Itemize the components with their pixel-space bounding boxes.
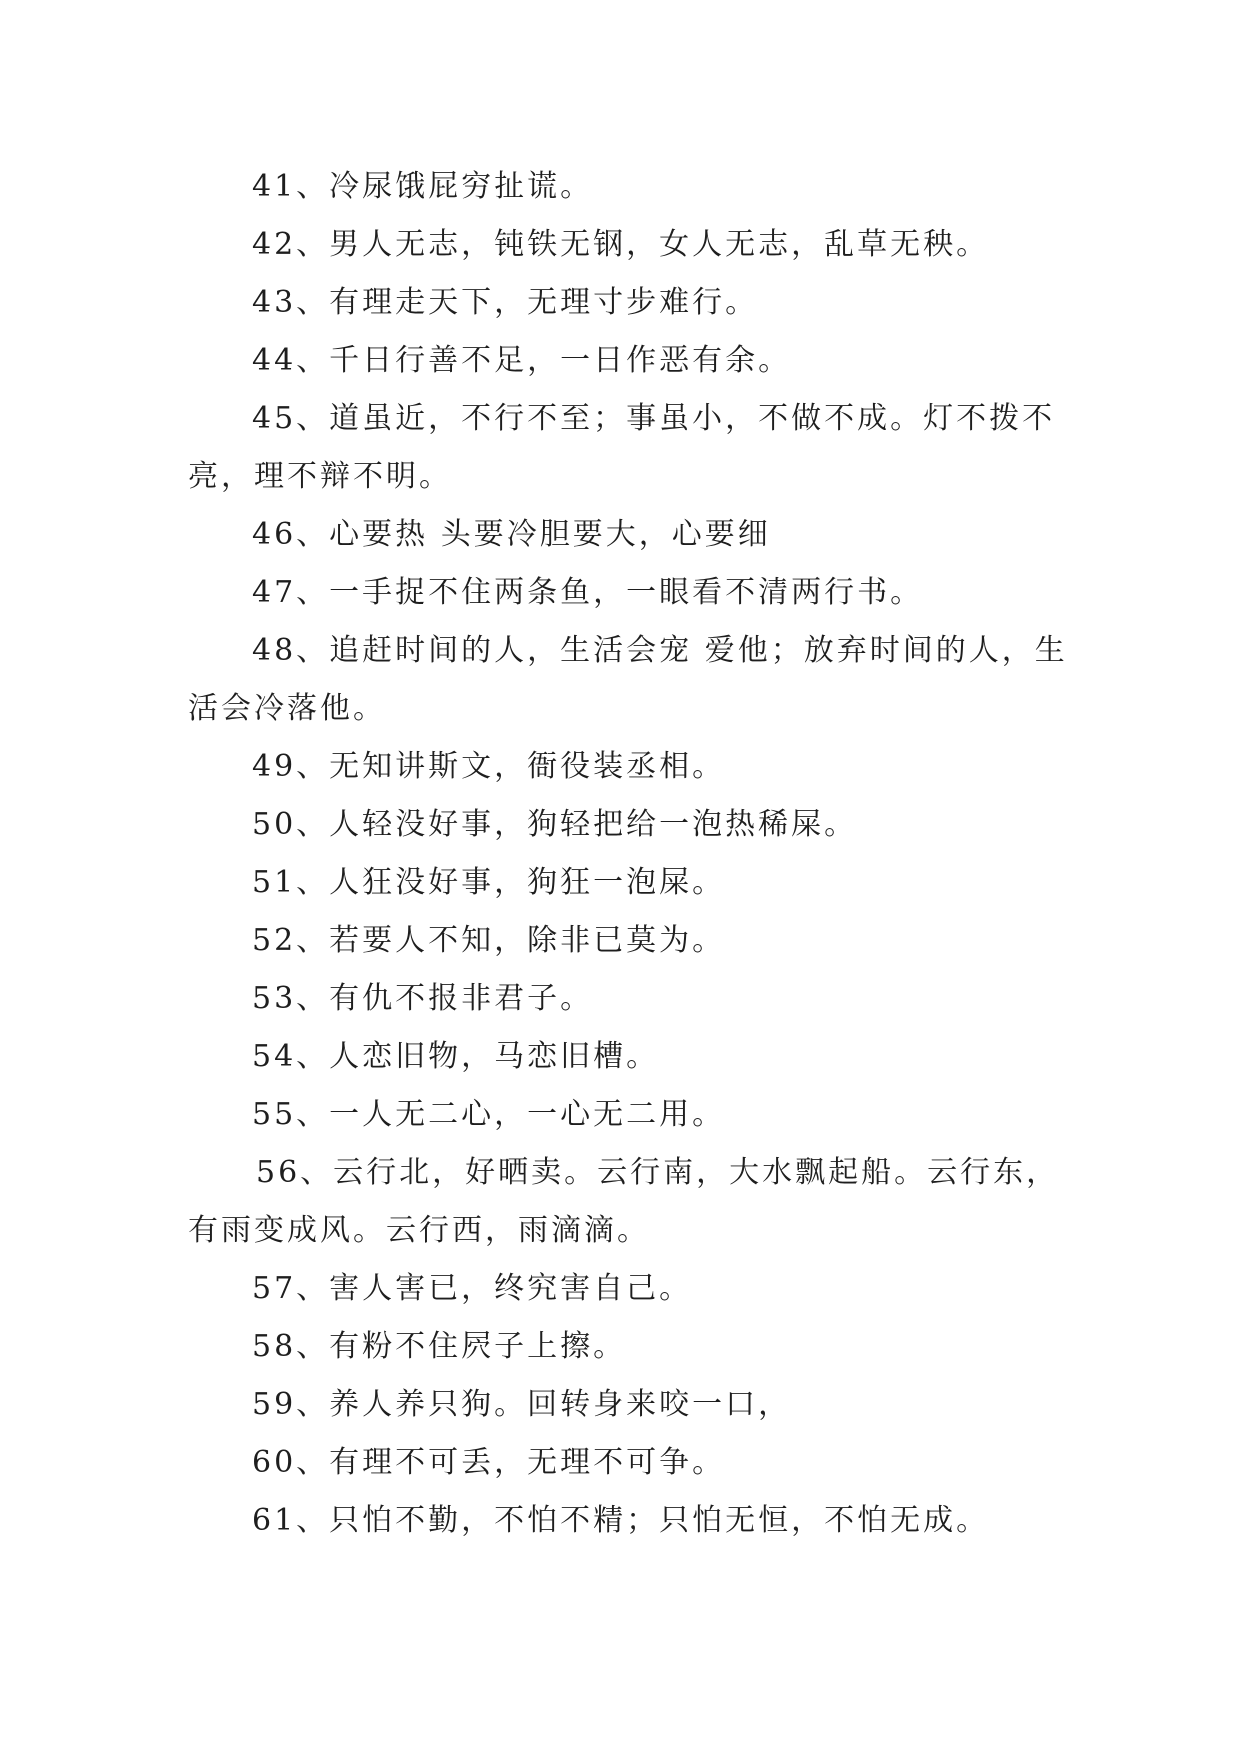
paragraph-42: 42、男人无志，钝铁无钢，女人无志，乱草无秧。 (252, 227, 990, 262)
paragraph-48: 48、追赶时间的人，生活会宠 爱他；放弃时间的人，生活会冷落他。 (188, 633, 1068, 726)
paragraph-49: 49、无知讲斯文，衙役装丞相。 (252, 749, 726, 784)
paragraph-59: 59、养人养只狗。回转身来咬一口， (252, 1387, 792, 1422)
paragraph-54: 54、人恋旧物，马恋旧槽。 (252, 1039, 660, 1074)
paragraph-60: 60、有理不可丢，无理不可争。 (252, 1445, 726, 1480)
paragraph-58: 58、有粉不住屄子上擦。 (252, 1329, 627, 1364)
paragraph-41: 41、冷尿饿屁穷扯谎。 (252, 169, 594, 204)
paragraph-50: 50、人轻没好事，狗轻把给一泡热稀屎。 (252, 807, 858, 842)
paragraph-56: 56、云行北，好晒卖。云行南，大水飘起船。云行东，有雨变成风。云行西，雨滴滴。 (188, 1155, 1060, 1248)
document-body (188, 158, 1088, 1550)
paragraph-53: 53、有仇不报非君子。 (252, 981, 594, 1016)
paragraph-55: 55、一人无二心，一心无二用。 (252, 1097, 726, 1132)
paragraph-47: 47、一手捉不住两条鱼，一眼看不清两行书。 (252, 575, 924, 610)
paragraph-43: 43、有理走天下，无理寸步难行。 (252, 285, 759, 320)
paragraph-52: 52、若要人不知，除非已莫为。 (252, 923, 726, 958)
paragraph-45: 45、道虽近，不行不至；事虽小，不做不成。灯不拨不亮，理不辩不明。 (188, 401, 1056, 494)
paragraph-61: 61、只怕不勤，不怕不精；只怕无恒，不怕无成。 (252, 1503, 990, 1538)
paragraph-46: 46、心要热 头要冷胆要大，心要细 (252, 517, 771, 552)
paragraph-57: 57、害人害已，终究害自己。 (252, 1271, 693, 1306)
paragraph-44: 44、千日行善不足，一日作恶有余。 (252, 343, 792, 378)
paragraph-51: 51、人狂没好事，狗狂一泡屎。 (252, 865, 726, 900)
